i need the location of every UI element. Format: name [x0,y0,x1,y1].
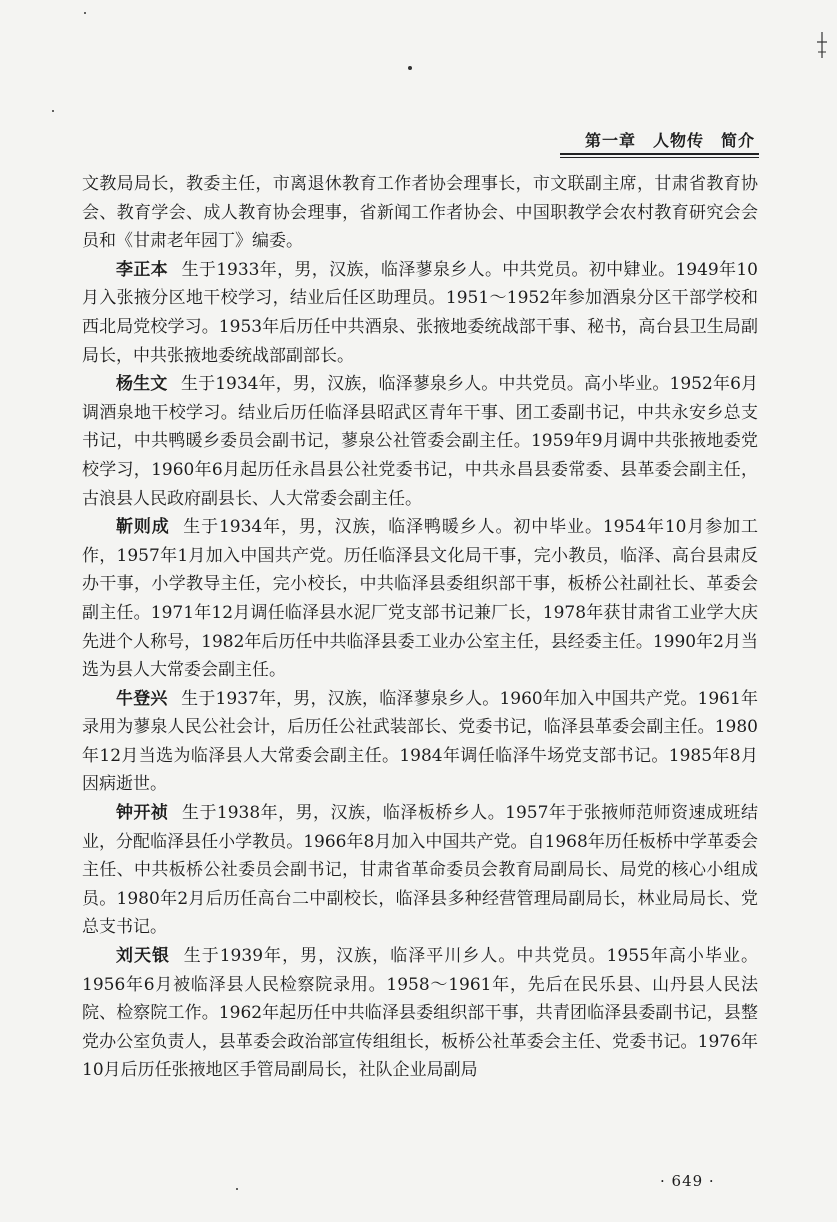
chapter-header: 第一章 人物传 简介 [584,131,755,150]
scan-speck [236,1188,238,1190]
person-name: 钟开祯 [116,803,169,824]
biography-text: 生于1939年，男，汉族，临泽平川乡人。中共党员。1955年高小毕业。1956年6月被临泽县人民检察院录用。1958～1961年，先后在民乐县、山丹县人民法院、检察院工作。1962年起历任中共临泽县委组织部干事，共青团临泽县委副书记，县整党办公室负责人，县革委会政治部宣传组组长，板桥公社革委会主任、党委书记。1976年10月后历任张掖地区手管局副局长，社队企业局副局 [82,946,759,1081]
biography-entry [82,942,758,1085]
biography-text: 生于1933年，男，汉族，临泽蓼泉乡人。中共党员。初中肄业。1949年10月入张掖分区地干校学习，结业后任区助理员。1951～1952年参加酒泉分区干部学校和西北局党校学习。1953年后历任中共酒泉、张掖地委统战部干事、秘书，高台县卫生局副局长，中共张掖地委统战部副部长。 [82,259,758,366]
body-text [82,170,758,1085]
person-name: 刘天银 [116,946,171,967]
biography-entry [82,685,758,799]
scan-speck [84,12,86,14]
person-name: 靳则成 [116,517,170,538]
biography-text: 生于1934年，男，汉族，临泽鸭暖乡人。初中毕业。1954年10月参加工作，1957年1月加入中国共产党。历任临泽县文化局干事，完小教员，临泽、高台县肃反办干事，小学教导主任，完小校长，中共临泽县委组织部干事，板桥公社副社长、革委会副主任。1971年12月调任临泽县水泥厂党支部书记兼厂长，1978年获甘肃省工业学大庆先进个人称号，1982年后历任中共临泽县委工业办公室主任，县经委主任。1990年2月当选为县人大常委会副主任。 [82,517,758,681]
paragraph [82,170,758,256]
biography-entry [82,370,758,513]
biography-text: 生于1937年，男，汉族，临泽蓼泉乡人。1960年加入中国共产党。1961年录用为蓼泉人民公社会计，后历任公社武装部长、党委书记，临泽县革委会副主任。1980年12月当选为临泽县人大常委会副主任。1984年调任临泽牛场党支部书记。1985年8月因病逝世。 [82,688,758,795]
page-number: · 649 · [660,1172,715,1190]
biography-entry [82,513,758,685]
person-name: 杨生文 [116,374,168,395]
biography-text: 生于1934年，男，汉族，临泽蓼泉乡人。中共党员。高小毕业。1952年6月调酒泉地干校学习。结业后历任临泽县昭武区青年干事、团工委副书记，中共永安乡总支书记，中共鸭暖乡委员会副书记，蓼泉公社管委会副主任。1959年9月调中共张掖地委党校学习，1960年6月起历任永昌县公社党委书记，中共永昌县委常委、县革委会副主任，古浪县人民政府副县长、人大常委会副主任。 [82,374,759,509]
header-rule-thin [560,157,759,158]
scan-speck [408,66,412,70]
biography-entry [82,799,758,942]
margin-mark [815,30,829,60]
header-rule [560,153,759,155]
biography-entry [82,256,758,370]
person-name: 李正本 [116,259,168,280]
person-name: 牛登兴 [116,688,168,709]
paragraph-text: 文教局局长，教委主任，市离退休教育工作者协会理事长，市文联副主席，甘肃省教育协会、教育学会、成人教育协会理事，省新闻工作者协会、中国职教学会农村教育研究会会员和《甘肃老年园丁》编委。 [82,174,758,252]
biography-text: 生于1938年，男，汉族，临泽板桥乡人。1957年于张掖师范师资速成班结业，分配临泽县任小学教员。1966年8月加入中国共产党。自1968年历任板桥中学革委会主任、中共板桥公社委员会副书记，甘肃省革命委员会教育局副局长、局党的核心小组成员。1980年2月后历任高台二中副校长，临泽县多种经营管理局副局长，林业局局长、党总支书记。 [82,803,759,938]
scan-speck [52,110,54,112]
